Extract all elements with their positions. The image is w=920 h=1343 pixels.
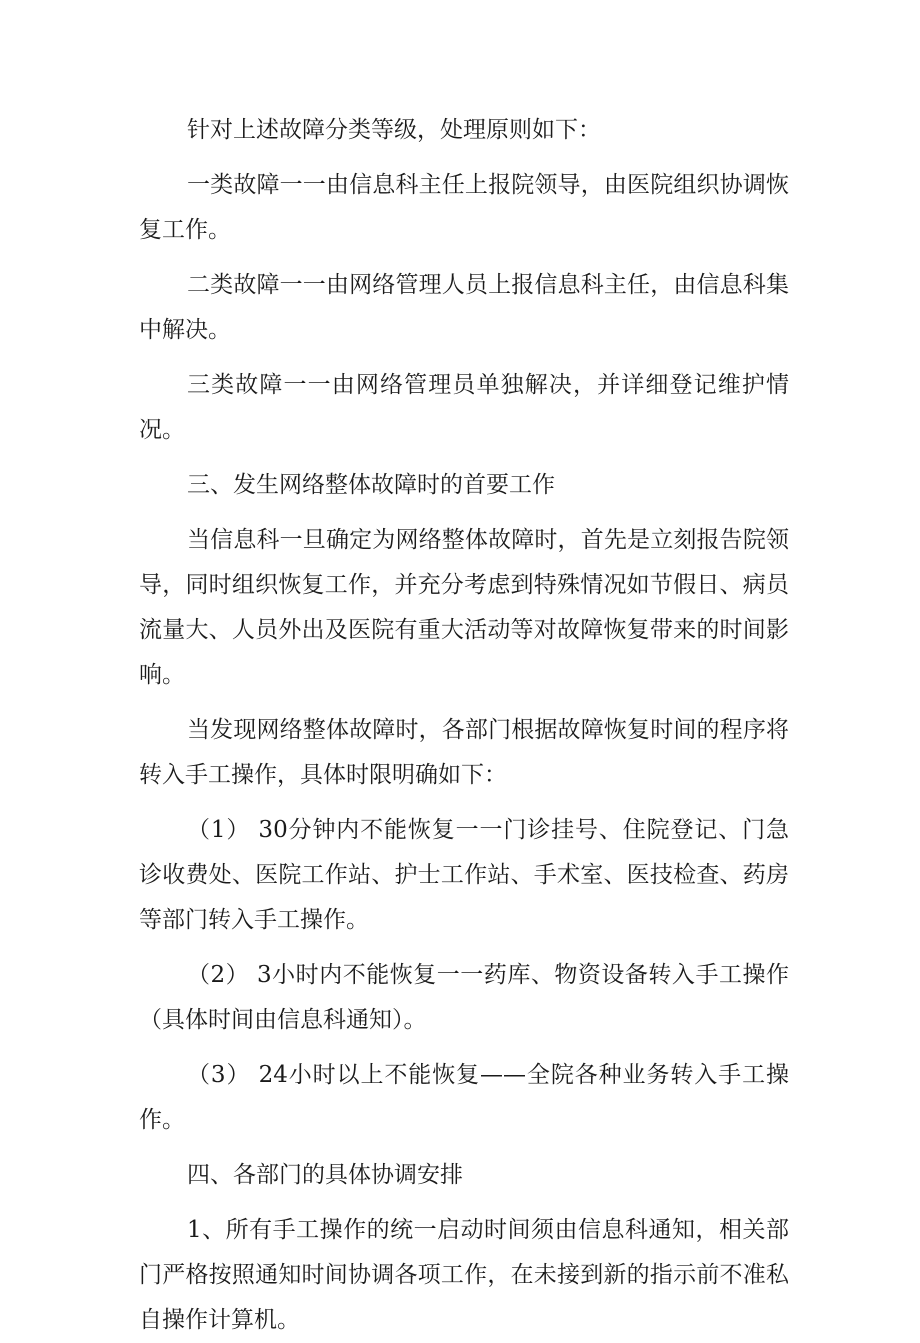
list-item-30-minutes: （1） 30分钟内不能恢复一一门诊挂号、住院登记、门急诊收费处、医院工作站、护士工作站、手术室、医技检查、药房等部门转入手工操作。 <box>139 817 789 933</box>
paragraph-class-three-fault: 三类故障一一由网络管理员单独解决，并详细登记维护情况。 <box>139 372 789 443</box>
paragraph-class-two-fault: 二类故障一一由网络管理人员上报信息科主任，由信息科集中解决。 <box>139 272 789 343</box>
section-heading-four: 四、各部门的具体协调安排 <box>187 1162 463 1188</box>
paragraph-unified-start-time: 1、所有手工操作的统一启动时间须由信息科通知，相关部门严格按照通知时间协调各项工作，在未接到新的指示前不准私自操作计算机。 <box>139 1217 789 1333</box>
paragraph-principles-intro: 针对上述故障分类等级，处理原则如下： <box>187 117 601 143</box>
list-item-3-hours: （2） 3小时内不能恢复一一药库、物资设备转入手工操作（具体时间由信息科通知）。 <box>139 962 789 1033</box>
section-heading-three: 三、发生网络整体故障时的首要工作 <box>187 472 555 498</box>
paragraph-overall-fault-first-steps: 当信息科一旦确定为网络整体故障时，首先是立刻报告院领导，同时组织恢复工作，并充分考虑到特殊情况如节假日、病员流量大、人员外出及医院有重大活动等对故障恢复带来的时间影响。 <box>139 527 789 688</box>
paragraph-class-one-fault: 一类故障一一由信息科主任上报院领导，由医院组织协调恢复工作。 <box>139 172 789 243</box>
document-body <box>139 108 789 1343</box>
list-item-24-hours: （3） 24小时以上不能恢复——全院各种业务转入手工操作。 <box>139 1062 789 1133</box>
paragraph-manual-operation-limits: 当发现网络整体故障时，各部门根据故障恢复时间的程序将转入手工操作，具体时限明确如下： <box>139 717 789 788</box>
